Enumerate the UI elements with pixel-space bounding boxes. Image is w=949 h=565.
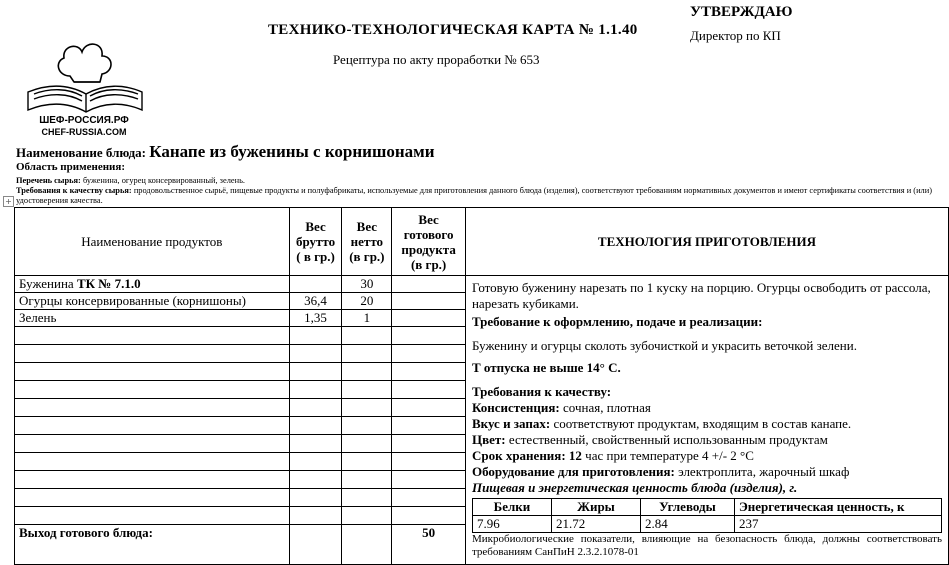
empty-cell (15, 327, 290, 345)
empty-cell (342, 435, 392, 453)
empty-cell (392, 399, 466, 417)
col-product-header: Наименование продуктов (15, 208, 290, 276)
empty-cell (289, 525, 342, 565)
product-name (15, 276, 290, 293)
card-title: ТЕХНИКО-ТЕХНОЛОГИЧЕСКАЯ КАРТА № 1.1.40 (268, 22, 638, 38)
empty-cell (15, 453, 290, 471)
consistency-label: Консистенция: (471, 400, 560, 415)
empty-cell (289, 381, 342, 399)
empty-cell (392, 345, 466, 363)
product-ready (392, 310, 466, 327)
nutrition-value: 237 (734, 516, 941, 533)
table-move-handle-icon[interactable]: + (3, 196, 14, 207)
nutrition-header: Белки (472, 499, 551, 516)
consistency-value: сочная, плотная (559, 400, 651, 415)
logo-line1: ШЕФ-РОССИЯ.РФ (39, 115, 129, 126)
product-gross: 36,4 (289, 293, 342, 310)
empty-cell (392, 435, 466, 453)
empty-cell (15, 507, 290, 525)
logo-line2: CHEF-RUSSIA.COM (41, 127, 127, 137)
nutrition-header: Энергетическая ценность, к (734, 499, 941, 516)
microbiology-note: Микробиологические показатели, влияющие на безопасность блюда, должны соответствовать требованиям СанПиН 2.3.2.1078-01 (471, 533, 942, 558)
col-gross-header: Вес брутто ( в гр.) (289, 208, 342, 276)
empty-cell (392, 489, 466, 507)
empty-cell (342, 489, 392, 507)
empty-cell (342, 525, 392, 565)
serving-title: Требование к оформлению, подаче и реализации: (471, 314, 763, 329)
equipment-line (472, 464, 942, 480)
empty-cell (15, 417, 290, 435)
storage-label: Срок хранения: (471, 448, 569, 463)
color-line (472, 432, 942, 448)
serving-text: Буженину и огурцы сколоть зубочисткой и украсить веточкой зелени. (471, 338, 857, 353)
storage-line (472, 448, 942, 464)
storage-hours: 12 (568, 448, 582, 463)
chef-russia-logo (18, 32, 150, 140)
equipment-value: электроплита, жарочный шкаф (674, 464, 850, 479)
dish-name: Канапе из буженины с корнишонами (149, 142, 435, 161)
empty-cell (342, 345, 392, 363)
raw-quality-value: продовольственное сырьё, пищевые продукты и полуфабрикаты, используемые для приготовления данного блюда (изделия), соответствуют требованиям нормативных документов и имеют сертификаты соответствия и (или) удостоверения качества. (16, 186, 933, 205)
col-tech-header: ТЕХНОЛОГИЯ ПРИГОТОВЛЕНИЯ (465, 208, 948, 276)
empty-cell (392, 381, 466, 399)
product-net: 1 (342, 310, 392, 327)
empty-cell (392, 327, 466, 345)
empty-cell (289, 399, 342, 417)
col-net-header: Вес нетто (в гр.) (342, 208, 392, 276)
taste-value: соответствуют продуктам, входящим в состав канапе. (550, 416, 852, 431)
empty-cell (289, 453, 342, 471)
empty-cell (289, 345, 342, 363)
empty-cell (289, 471, 342, 489)
empty-cell (342, 507, 392, 525)
color-value: естественный, свойственный использованным продуктам (505, 432, 828, 447)
empty-cell (392, 363, 466, 381)
storage-value: час при температуре 4 +/- 2 °С (581, 448, 754, 463)
empty-cell (392, 417, 466, 435)
nutrition-title: Пищевая и энергетическая ценность блюда (изделия), г. (471, 480, 798, 495)
empty-cell (342, 381, 392, 399)
consistency-line (472, 400, 942, 416)
approval-role: Директор по КП (690, 28, 781, 43)
approval-label: УТВЕРЖДАЮ (690, 4, 793, 20)
nutrition-value: 7.96 (472, 516, 551, 533)
empty-cell (392, 507, 466, 525)
empty-cell (15, 435, 290, 453)
chef-hat-book-icon (18, 32, 150, 140)
serving-temperature: Т отпуска не выше 14° С. (471, 360, 621, 375)
recipe-table (14, 207, 949, 565)
output-label: Выход готового блюда: (15, 525, 290, 565)
col-ready-header: Вес готового продукта (в гр.) (392, 208, 466, 276)
card-subtitle: Рецептура по акту проработки № 653 (333, 52, 540, 67)
raw-list (16, 176, 936, 186)
scope-label: Область применения: (16, 161, 125, 173)
nutrition-header: Углеводы (640, 499, 734, 516)
product-net: 20 (342, 293, 392, 310)
empty-cell (15, 381, 290, 399)
empty-cell (289, 489, 342, 507)
product-gross: 1,35 (289, 310, 342, 327)
product-name-text: Буженина (19, 276, 77, 291)
empty-cell (392, 471, 466, 489)
nutrition-table (472, 498, 942, 533)
quality-title: Требования к качеству: (471, 384, 612, 399)
product-name: Зелень (15, 310, 290, 327)
empty-cell (15, 345, 290, 363)
empty-cell (289, 417, 342, 435)
taste-line (472, 416, 942, 432)
empty-cell (289, 327, 342, 345)
nutrition-header: Жиры (551, 499, 640, 516)
empty-cell (342, 417, 392, 435)
dish-name-row (16, 142, 435, 162)
empty-cell (342, 399, 392, 417)
empty-cell (289, 435, 342, 453)
product-net: 30 (342, 276, 392, 293)
empty-cell (15, 399, 290, 417)
product-name-ref: ТК № 7.1.0 (76, 276, 141, 291)
empty-cell (342, 327, 392, 345)
equipment-label: Оборудование для приготовления: (471, 464, 675, 479)
empty-cell (289, 363, 342, 381)
empty-cell (15, 363, 290, 381)
raw-list-label: Перечень сырья: (16, 176, 81, 185)
empty-cell (342, 363, 392, 381)
empty-cell (392, 453, 466, 471)
tech-step: Готовую буженину нарезать по 1 куску на порцию. Огурцы освободить от рассола, нарезать кубиками. (471, 280, 931, 311)
taste-label: Вкус и запах: (471, 416, 551, 431)
empty-cell (15, 471, 290, 489)
raw-quality (16, 186, 936, 206)
empty-cell (342, 471, 392, 489)
raw-quality-label: Требования к качеству сырья: (16, 186, 132, 195)
empty-cell (289, 507, 342, 525)
nutrition-value: 2.84 (640, 516, 734, 533)
empty-cell (342, 453, 392, 471)
product-ready (392, 276, 466, 293)
raw-list-value: буженина, огурец консервированный, зелень. (80, 176, 245, 185)
nutrition-value: 21.72 (551, 516, 640, 533)
product-ready (392, 293, 466, 310)
product-gross (289, 276, 342, 293)
technology-cell (465, 276, 948, 565)
dish-label: Наименование блюда: (16, 145, 146, 160)
color-label: Цвет: (471, 432, 506, 447)
empty-cell (15, 489, 290, 507)
output-value: 50 (392, 525, 466, 565)
product-name: Огурцы консервированные (корнишоны) (15, 293, 290, 310)
